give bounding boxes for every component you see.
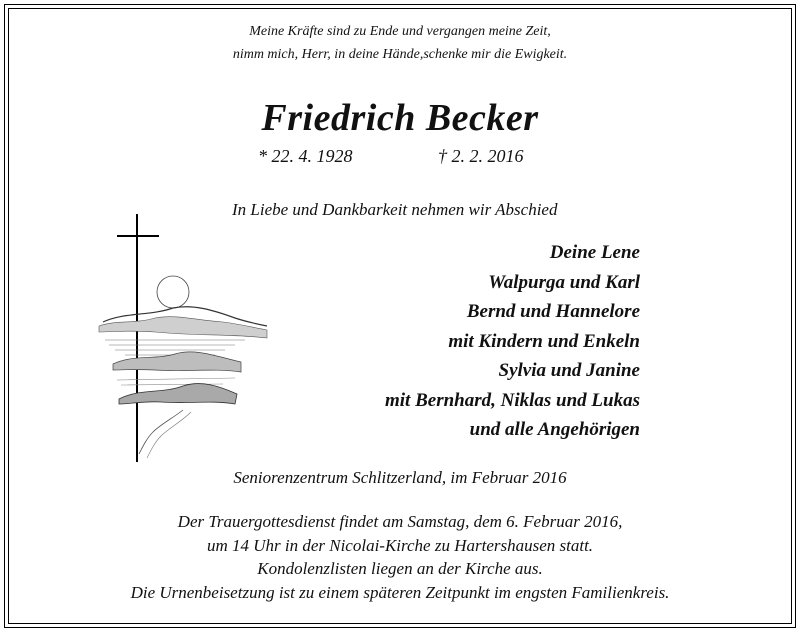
mourner-line: mit Kindern und Enkeln: [448, 330, 640, 352]
mourner-line: Sylvia und Janine: [498, 360, 640, 381]
verse-line-2: nimm mich, Herr, in deine Hände,schenke mir die Ewigkeit.: [232, 47, 568, 62]
service-line: Die Urnenbeisetzung ist zu einem späteren Zeitpunkt im engsten Familienkreis.: [130, 582, 670, 602]
verse-line-1: Meine Kräfte sind zu Ende und vergangen meine Zeit,: [249, 24, 551, 39]
service-details: [0, 510, 800, 604]
service-line: Der Trauergottesdienst findet am Samstag, dem 6. Februar 2016,: [177, 512, 623, 531]
place-date: Seniorenzentrum Schlitzerland, im Februar 2016: [233, 468, 567, 487]
mourner-line: mit Bernhard, Niklas und Lukas: [385, 389, 640, 411]
mourner-line: Deine Lene: [549, 242, 640, 263]
farewell-text: In Liebe und Dankbarkeit nehmen wir Abschied: [232, 200, 558, 219]
service-line: Kondolenzlisten liegen an der Kirche aus.: [257, 559, 543, 578]
mourner-line: und alle Angehörigen: [469, 419, 640, 440]
cross-landscape-illustration: [95, 214, 275, 464]
mourner-line: Bernd und Hannelore: [466, 301, 640, 322]
deceased-name: Friedrich Becker: [261, 97, 539, 139]
mourner-line: Walpurga und Karl: [488, 271, 640, 293]
birth-date: * 22. 4. 1928: [258, 146, 353, 166]
moon-icon: [157, 276, 189, 308]
service-line: um 14 Uhr in der Nicolai-Kirche zu Hartershausen statt.: [206, 535, 594, 555]
mourners-list: [385, 238, 640, 445]
death-date: † 2. 2. 2016: [438, 146, 524, 166]
